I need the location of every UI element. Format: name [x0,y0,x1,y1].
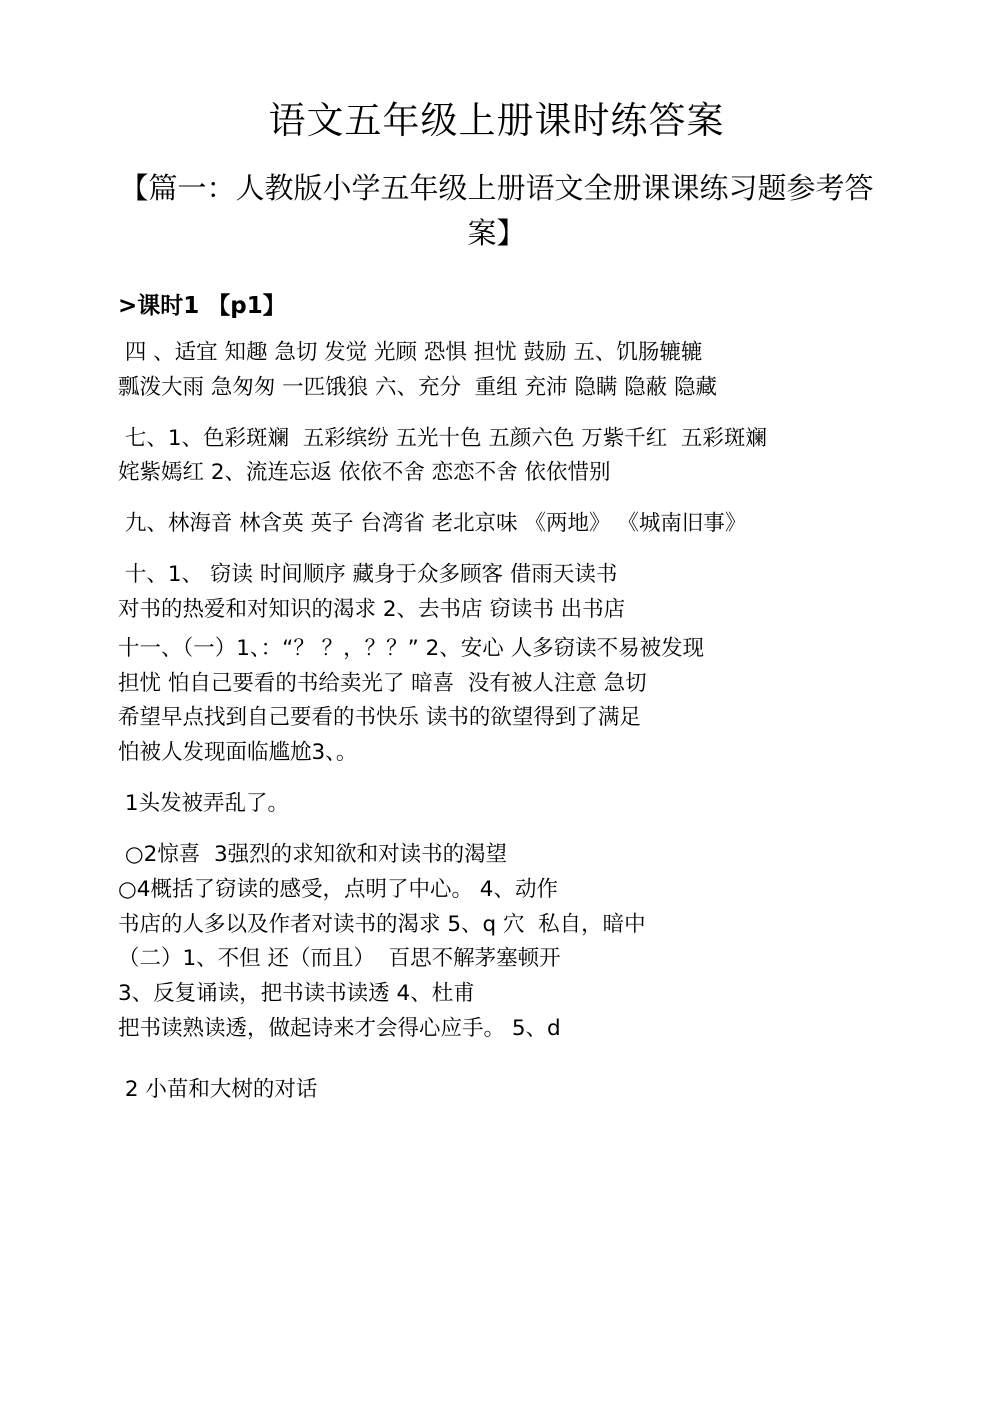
answer-line: 瓢泼大雨 急匆匆 一匹饿狼 六、充分 重组 充沛 隐瞒 隐蔽 隐藏 [118,374,718,400]
answer-line: 四 、适宜 知趣 急切 发觉 光顾 恐惧 担忧 鼓励 五、饥肠辘辘 [118,340,703,365]
answer-line: 七、1、色彩斑斓 五彩缤纷 五光十色 五颜六色 万紫千红 五彩斑斓 [118,425,767,451]
answer-block-7 [118,422,875,492]
answer-line: （二）1、不但 还（而且） 百思不解茅塞顿开 [118,946,561,972]
answer-block-4-6 [118,336,875,406]
answer-line: 3、反复诵读，把书读书读透 4、杜甫 [118,981,475,1007]
page-title: 语文五年级上册课时练答案 [268,99,725,142]
answer-block-9 [118,507,875,542]
answer-line: ○2惊喜 3强烈的求知欲和对读书的渴望 [118,841,508,867]
answer-block-10 [118,558,875,628]
answer-line: 姹紫嫣红 2、流连忘返 依依不舍 恋恋不舍 依依惜别 [118,460,611,486]
answer-line: 十、1、 窃读 时间顺序 藏身于众多顾客 借雨天读书 [118,562,618,588]
section-heading-lesson-1: >课时1 【p1】 [118,292,286,319]
answer-line: 十一、（一）1、：“？ ？，？？” 2、安心 人多窃读不易被发现 [118,635,705,661]
answer-line: 担忧 怕自己要看的书给卖光了 暗喜 没有被人注意 急切 [118,670,647,696]
lesson-2-title [118,1073,875,1108]
answer-line: 希望早点找到自己要看的书快乐 读书的欲望得到了满足 [118,705,641,731]
answer-block-analysis [118,838,875,1047]
answer-line: 书店的人多以及作者对读书的渴求 5、q 穴 私自，暗中 [118,911,646,937]
answer-line: 怕被人发现面临尴尬3、。 [118,740,358,766]
answer-note-hair [118,787,875,822]
answer-line: 把书读熟读透，做起诗来才会得心应手。 5、d [118,1016,561,1042]
answer-line: 1头发被弄乱了。 [118,791,290,817]
answer-line: 九、林海音 林含英 英子 台湾省 老北京味 《两地》 《城南旧事》 [118,511,747,537]
answer-line: 2 小苗和大树的对话 [118,1076,318,1102]
answer-line: 对书的热爱和对知识的渴求 2、去书店 窃读书 出书店 [118,596,626,622]
block-spacer [118,1063,875,1073]
answer-line: ○4概括了窃读的感受，点明了中心。 4、动作 [118,876,558,902]
answer-block-11 [118,632,875,771]
document-subtitle: 【篇一：人教版小学五年级上册语文全册课课练习题参考答案】 [119,170,874,250]
